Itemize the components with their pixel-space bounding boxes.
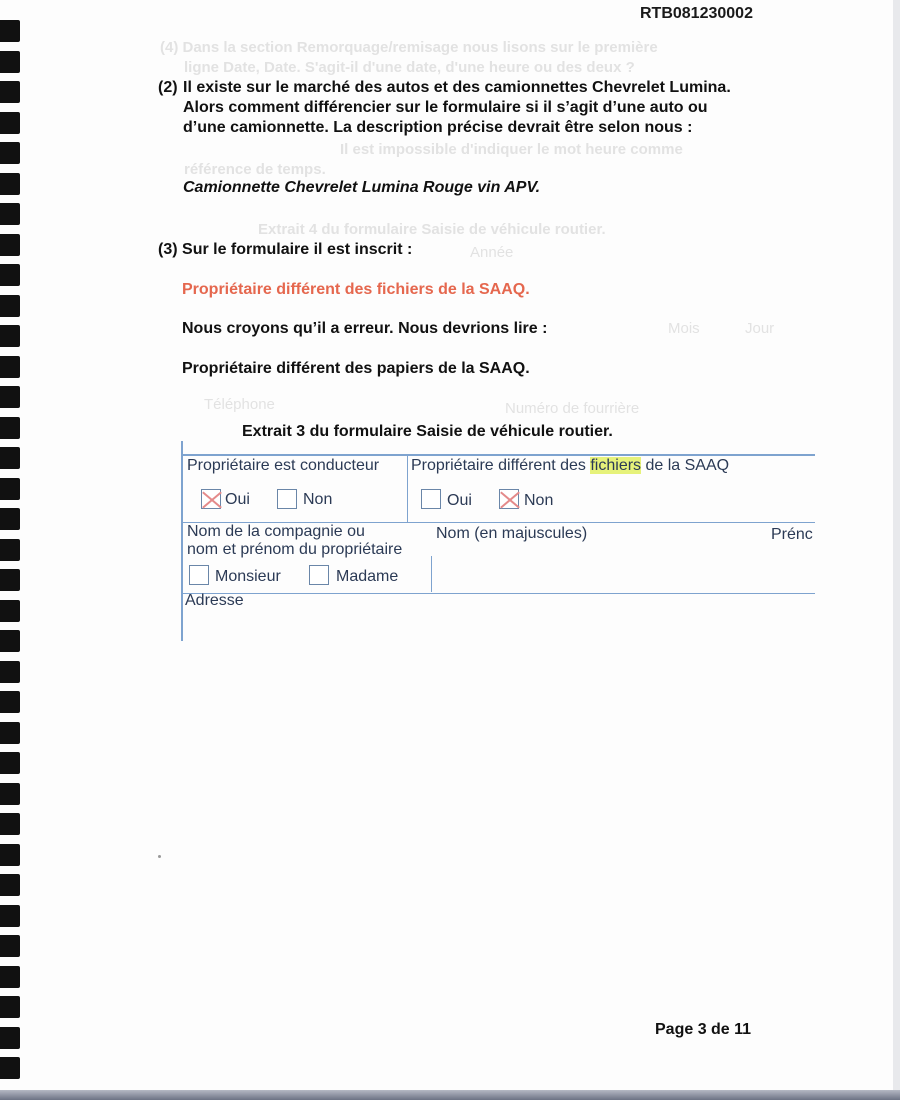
bleed-text: Il est impossible d'indiquer le mot heure comme — [340, 141, 683, 158]
binding-hole — [0, 1057, 20, 1079]
page-number: Page 3 de 11 — [655, 1021, 752, 1038]
spiral-binding — [0, 0, 22, 1090]
owner-different-non-checkbox[interactable] — [499, 489, 519, 509]
binding-hole — [0, 691, 20, 713]
binding-hole — [0, 905, 20, 927]
firstname-label: Prénc — [771, 526, 813, 543]
bleed-text: référence de temps. — [184, 161, 326, 178]
bleed-text: Téléphone — [204, 396, 275, 413]
binding-hole — [0, 51, 20, 73]
checkbox-label: Oui — [225, 491, 250, 508]
form-extract — [181, 441, 815, 641]
binding-hole — [0, 20, 20, 42]
binding-hole — [0, 966, 20, 988]
extract-title: Extrait 3 du formulaire Saisie de véhicule routier. — [242, 423, 613, 440]
speck — [158, 855, 161, 858]
owner-is-driver-label: Propriétaire est conducteur — [187, 457, 380, 474]
form-border — [181, 441, 183, 641]
binding-hole — [0, 661, 20, 683]
question-3 — [158, 240, 412, 260]
binding-hole — [0, 203, 20, 225]
document-id: RTB081230002 — [640, 5, 753, 22]
checkbox-label: Non — [524, 492, 554, 509]
checkbox-label: Oui — [447, 492, 472, 509]
binding-hole — [0, 356, 20, 378]
binding-hole — [0, 722, 20, 744]
label-part: de la SAAQ — [641, 457, 730, 474]
binding-hole — [0, 600, 20, 622]
bleed-text: Mois — [668, 320, 700, 337]
form-divider — [181, 593, 815, 594]
binding-hole — [0, 81, 20, 103]
question-text: Il existe sur le marché des autos et des camionnettes Chevrelet Lumina. Alors comment différencier sur le formulaire si il s’agit d’une auto ou d’une camionnette. La description précise devrait être selon nous : — [183, 79, 731, 136]
binding-hole — [0, 478, 20, 500]
binding-hole — [0, 935, 20, 957]
binding-hole — [0, 844, 20, 866]
binding-hole — [0, 752, 20, 774]
label-part: Propriétaire différent des — [411, 457, 591, 474]
binding-hole — [0, 325, 20, 347]
correction-text: Propriétaire différent des papiers de la SAAQ. — [182, 360, 530, 377]
binding-hole — [0, 813, 20, 835]
binding-hole — [0, 569, 20, 591]
checkbox-label: Madame — [336, 568, 399, 585]
owner-driver-non-checkbox[interactable] — [277, 489, 297, 509]
binding-hole — [0, 874, 20, 896]
binding-hole — [0, 447, 20, 469]
question-number: (3) — [158, 241, 178, 258]
form-border — [181, 454, 815, 456]
form-divider — [431, 556, 432, 592]
binding-hole — [0, 783, 20, 805]
label-line: nom et prénom du propriétaire — [187, 541, 403, 558]
question-number: (2) — [158, 79, 178, 96]
highlighted-word: fichiers — [590, 457, 642, 474]
bleed-text: Extrait 4 du formulaire Saisie de véhicule routier. — [258, 221, 606, 238]
bleed-text: Année — [470, 244, 514, 261]
binding-hole — [0, 996, 20, 1018]
binding-hole — [0, 417, 20, 439]
form-divider — [407, 454, 408, 522]
binding-hole — [0, 234, 20, 256]
binding-hole — [0, 112, 20, 134]
owner-driver-oui-checkbox[interactable] — [201, 489, 221, 509]
binding-hole — [0, 142, 20, 164]
binding-hole — [0, 630, 20, 652]
bleed-text: (4) Dans la section Remorquage/remisage nous lisons sur le première — [160, 39, 658, 56]
binding-hole — [0, 1027, 20, 1049]
company-name-label — [187, 523, 402, 559]
monsieur-checkbox[interactable] — [189, 565, 209, 585]
binding-hole — [0, 173, 20, 195]
checkbox-label: Non — [303, 491, 333, 508]
bleed-text: Numéro de fourrière — [505, 400, 640, 417]
checkbox-label: Monsieur — [215, 568, 281, 585]
binding-hole — [0, 508, 20, 530]
address-label: Adresse — [185, 592, 244, 609]
binding-hole — [0, 264, 20, 286]
binding-hole — [0, 295, 20, 317]
binding-hole — [0, 539, 20, 561]
bleed-text: Jour — [745, 320, 775, 337]
owner-different-label — [411, 457, 729, 475]
label-line: Nom de la compagnie ou — [187, 523, 365, 540]
name-uppercase-label: Nom (en majuscules) — [436, 525, 588, 542]
error-statement: Nous croyons qu’il a erreur. Nous devrions lire : — [182, 320, 548, 337]
madame-checkbox[interactable] — [309, 565, 329, 585]
binding-hole — [0, 386, 20, 408]
bleed-text: ligne Date, Date. S'agit-il d'une date, d'une heure ou des deux ? — [184, 59, 635, 76]
scanner-edge — [0, 1090, 900, 1100]
inscribed-text: Propriétaire différent des fichiers de la SAAQ. — [182, 281, 530, 298]
page-edge — [893, 0, 900, 1100]
vehicle-description-example: Camionnette Chevrelet Lumina Rouge vin APV. — [183, 179, 541, 196]
question-text: Sur le formulaire il est inscrit : — [182, 241, 413, 258]
owner-different-oui-checkbox[interactable] — [421, 489, 441, 509]
